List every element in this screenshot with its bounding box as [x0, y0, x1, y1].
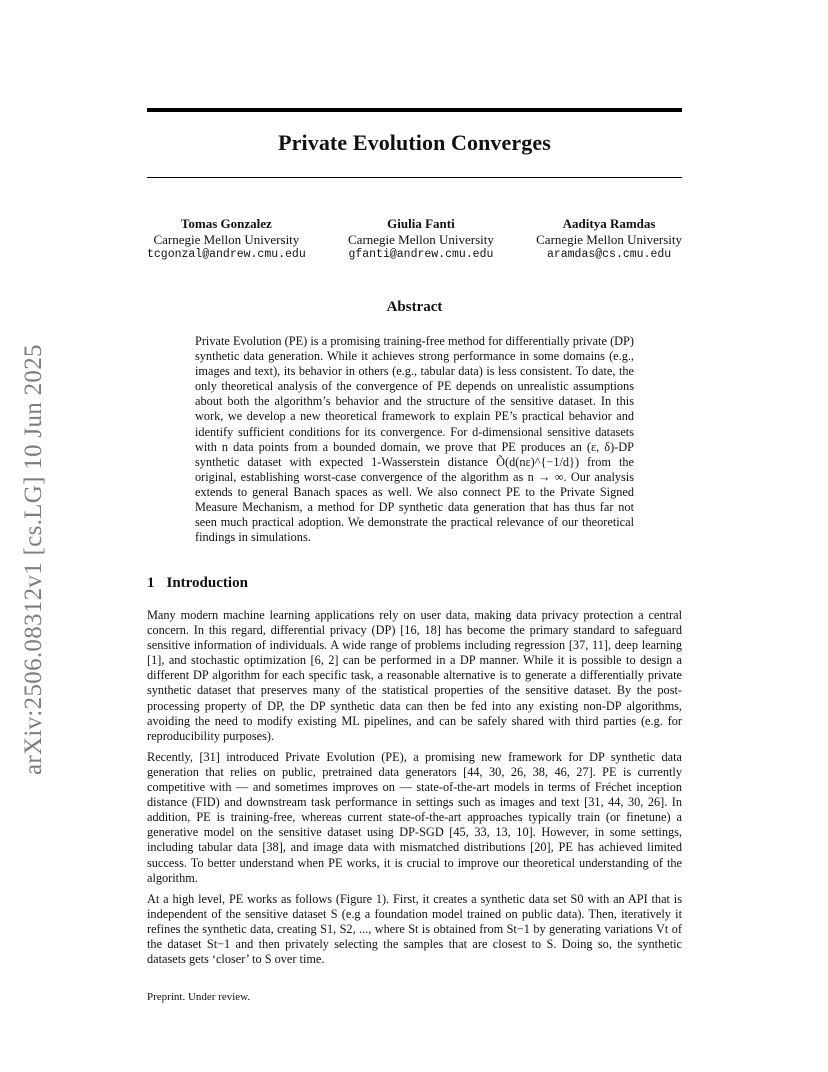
section-number: 1 [147, 575, 155, 591]
paragraph: Many modern machine learning applications rely on user data, making data privacy protection a central concern. In this regard, differential privacy (DP) [16, 18] has become the primary standard to safeguard sensitive information of individuals. A wide range of problems including regression [37, 11], deep learning [1], and stochastic optimization [6, 2] can be performed in a DP manner. While it is possible to design a different DP algorithm for each specific task, a reasonable alternative is to generate a differentially private synthetic dataset that preserves many of the statistical properties of the sensitive dataset. By the post-processing property of DP, the DP synthetic data can then be fed into any existing non-DP algorithms, avoiding the need to modify existing ML pipelines, and can be safely shared with third parties (e.g. for reproducibility purposes). [147, 608, 682, 743]
section-title: Introduction [166, 575, 248, 591]
section-heading [147, 575, 248, 592]
author-name: Aaditya Ramdas [562, 216, 656, 231]
author-name: Tomas Gonzalez [180, 216, 272, 231]
paragraph: At a high level, PE works as follows (Figure 1). First, it creates a synthetic data set S0 with an API that is independent of the sensitive dataset S (e.g a foundation model trained on public data). Then, iteratively it refines the synthetic data, creating S1, S2, ..., where St is obtained from St−1 by generating variations Vt of the dataset St−1 and then privately selecting the samples that are closest to S. Doing so, the synthetic datasets gets ‘closer’ to S over time. [147, 891, 682, 967]
author-block [147, 216, 306, 263]
author-block [348, 216, 494, 263]
title-rule-top [147, 108, 682, 112]
author-name: Giulia Fanti [387, 216, 455, 231]
introduction-body [147, 608, 682, 973]
author-email: tcgonzal@andrew.cmu.edu [147, 248, 306, 261]
author-list [147, 216, 682, 263]
author-block [536, 216, 682, 263]
paper-title: Private Evolution Converges [278, 130, 551, 155]
author-affiliation: Carnegie Mellon University [348, 231, 494, 247]
abstract-heading: Abstract [386, 299, 443, 315]
author-affiliation: Carnegie Mellon University [153, 231, 300, 247]
arxiv-stamp: arXiv:2506.08312v1 [cs.LG] 10 Jun 2025 [20, 344, 47, 775]
paragraph: Recently, [31] introduced Private Evolution (PE), a promising new framework for DP synthetic data generation that relies on public, pretrained data generators [44, 30, 26, 38, 46, 27]. PE is currently competitive with — and sometimes improves on — state-of-the-art models in terms of Fréchet inception distance (FID) and downstream task performance in settings such as images and text [31, 44, 30, 26]. In addition, PE is training-free, whereas current state-of-the-art approaches typically train (or finetune) a generative model on the sensitive dataset using DP-SGD [45, 33, 13, 10]. However, in some settings, including tabular data [38], and image data with mismatched distributions [20], PE has achieved limited success. To better understand when PE works, it is crucial to improve our theoretical understanding of the algorithm. [147, 749, 682, 885]
abstract-text: Private Evolution (PE) is a promising training-free method for differentially private (DP) synthetic data generation. While it achieves strong performance in some domains (e.g., images and text), its behavior in others (e.g., tabular data) is less consistent. To date, the only theoretical analysis of the convergence of PE depends on unrealistic assumptions about both the algorithm’s behavior and the structure of the sensitive dataset. In this work, we develop a new theoretical framework to explain PE’s practical behavior and identify sufficient conditions for its convergence. For d-dimensional sensitive datasets with n data points from a bounded domain, we prove that PE produces an (ε, δ)-DP synthetic dataset with expected 1-Wasserstein distance Õ(d(nε)^{−1/d}) from the original, establishing worst-case convergence of the algorithm as n → ∞. Our analysis extends to general Banach spaces as well. We also connect PE to the Private Signed Measure Mechanism, a method for DP synthetic data generation that has thus far not seen much practical adoption. We demonstrate the practical relevance of our theoretical findings in simulations. [195, 334, 634, 545]
author-affiliation: Carnegie Mellon University [536, 231, 682, 247]
author-email: aramdas@cs.cmu.edu [546, 248, 672, 261]
title-rule-bottom [147, 177, 682, 178]
author-email: gfanti@andrew.cmu.edu [348, 248, 494, 261]
footer-note: Preprint. Under review. [147, 991, 251, 1003]
